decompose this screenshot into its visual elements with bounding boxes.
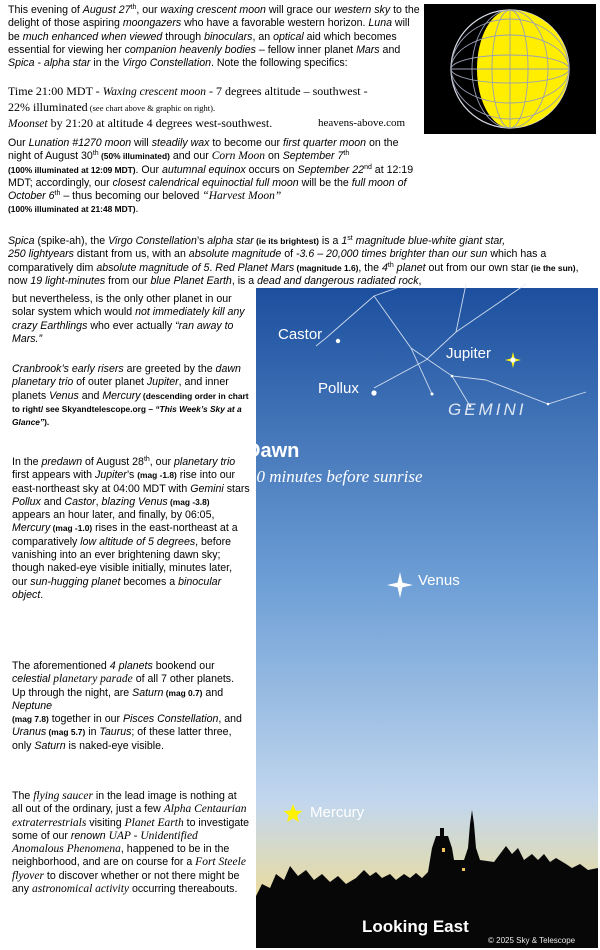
moon-specifics: Time 21:00 MDT - Waxing crescent moon - 7 degrees altitude – southwest - 22% illuminated (see chart above & graphic on right). Moonset by 21:20 at altitude 4 degrees west-southwest. heavens-above.com xyxy=(8,84,406,130)
castor-label: Castor xyxy=(278,326,323,343)
window-light xyxy=(462,868,465,871)
looking-east-label: Looking East xyxy=(362,917,469,936)
copyright-label: © 2025 Sky & Telescope xyxy=(488,936,576,945)
pollux-star xyxy=(371,390,376,395)
moon-phase-svg xyxy=(424,4,596,134)
early-risers-paragraph: Cranbrook’s early risers are greeted by the dawn planetary trio of outer planet Jupiter, and inner planets Venus and Mercury (descending order in chart to right/ see Skyandtelescope.org – “This Week’s Sky at a Glance”). xyxy=(12,363,249,428)
star-dot xyxy=(431,393,434,396)
dawn-sky-chart xyxy=(246,288,598,948)
venus-label: Venus xyxy=(418,572,460,589)
star-dot xyxy=(547,403,550,406)
pollux-label: Pollux xyxy=(318,380,359,397)
sky-background xyxy=(256,288,598,948)
star-dot xyxy=(451,375,454,378)
gemini-label: GEMINI xyxy=(448,400,527,419)
mars-paragraph: but nevertheless, is the only other planet in our solar system which would not immediately kill any crazy Earthlings who ever actually “ran away to Mars.” xyxy=(12,293,245,345)
parade-paragraph: The aforementioned 4 planets bookend our celestial planetary parade of all 7 other planets. Up through the night, are Saturn (mag 0.7) and Neptune (mag 7.8) together in our Pisces Constellation, and Uranus (mag 5.7) in Taurus; of these latter three, only Saturn is naked-eye visible. xyxy=(12,660,242,752)
window-light xyxy=(442,848,445,852)
flying-saucer-paragraph: The flying saucer in the lead image is nothing at all out of the ordinary, just a few Alpha Centaurian extraterrestrials visiting Planet Earth to investigate some of our renown UAP - Unidentified Anomalous Phenomena, happened to be in the neighborhood, and are on course for a Fort Steele flyover to discover whether or not there might be any astronomical activity occurring thereabouts. xyxy=(12,790,250,896)
mercury-label: Mercury xyxy=(310,804,365,821)
jupiter-label: Jupiter xyxy=(446,345,492,362)
lunation-paragraph: Our Lunation #1270 moon will steadily wax to become our first quarter moon on the night of August 30th (50% illuminated) and our Corn Moon on September 7th (100% illuminated at 12:09 MDT). Our autumnal equinox occurs on September 22nd at 12:19 MDT; accordingly, our closest calendrical equinoctial full moon will be the full moon of October 6th – thus becoming our beloved “Harvest Moon” (100% illuminated at 21:48 MDT). xyxy=(8,137,414,216)
heavens-above-credit: heavens-above.com xyxy=(318,117,406,129)
dawn-sky-svg xyxy=(246,288,598,948)
predawn-paragraph: In the predawn of August 28th, our planetary trio first appears with Jupiter’s (mag -1.8) rise into our east-northeast sky at 04:00 MDT with Gemini stars Pollux and Castor, blazing Venus (mag -3.8) appears an hour later, and finally, by 06:05, Mercury (mag -1.0) rises in the east-northeast at a comparatively low altitude of 5 degrees, before vanishing into an ever brightening dawn sky; though naked-eye visible initially, minutes later, our sun-hugging planet becomes a binocular object. xyxy=(12,456,250,601)
dawn-subtitle: 30 minutes before sunrise xyxy=(248,467,423,486)
dawn-title: Dawn xyxy=(246,440,300,462)
moon-phase-graphic xyxy=(424,4,596,134)
intro-paragraph: This evening of August 27th, our waxing crescent moon will grace our western sky to the delight of those aspiring moongazers who have a favorable western horizon. Luna will be much enhanced when viewed through binoculars, an optical aid which becomes essential for viewing her companion heavenly bodies – fellow inner planet Mars and Spica - alpha star in the Virgo Constellation. Note the following specifics: xyxy=(8,4,420,70)
spica-paragraph: Spica (spike-ah), the Virgo Constellation’s alpha star (ie its brightest) is a 1st magnitude blue-white giant star, 250 lightyears distant from us, with an absolute magnitude of -3.6 – 20,000 times brighter than our sun which has a comparatively dim absolute magnitude of 5. Red Planet Mars (magnitude 1.6), the 4th planet out from our own star (ie the sun), now 19 light-minutes from our blue Planet Earth, is a dead and dangerous radiated rock, xyxy=(8,235,579,287)
castor-star xyxy=(336,339,340,343)
